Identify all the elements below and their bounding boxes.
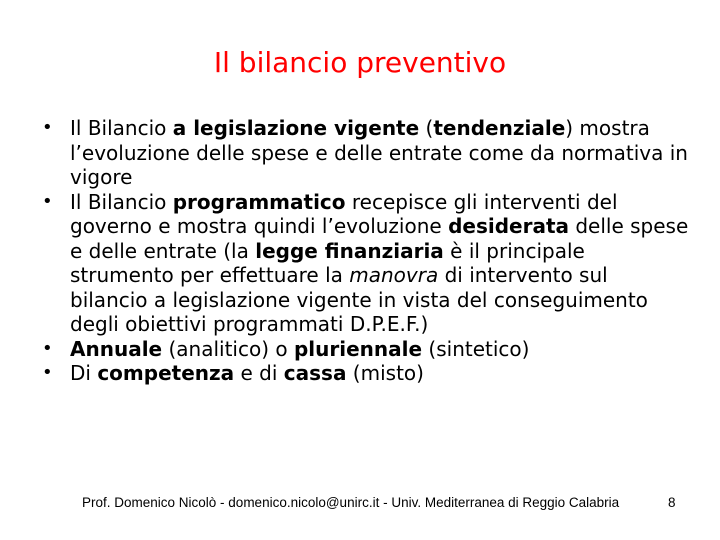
bullet-dot-icon: • xyxy=(42,117,53,138)
footer-credits: Prof. Domenico Nicolò - domenico.nicolo@unirc.it - Univ. Mediterranea di Reggio Calabria xyxy=(82,495,620,510)
bullet-text-segment: (analitico) o xyxy=(162,336,294,361)
bullet-list xyxy=(40,116,690,386)
bullet-text-segment: a legislazione vigente xyxy=(172,116,420,140)
bullet-text-segment: pluriennale xyxy=(293,336,423,361)
bullet-text-segment: competenza xyxy=(97,361,235,385)
bullet-text-segment: recepisce gli interventi del governo e mostra quindi l’evoluzione xyxy=(70,189,618,238)
bullet-text-segment: desiderata xyxy=(448,214,569,238)
bullet-dot-icon: • xyxy=(42,362,53,383)
bullet-text-segment: ( xyxy=(419,116,434,140)
page-number: 8 xyxy=(668,495,676,510)
bullet-text-segment: Annuale xyxy=(70,336,163,361)
bullet-text-segment: cassa xyxy=(283,361,347,385)
bullet-text-segment: di intervento sul bilancio a legislazione vigente in vista del conseguimento degli obiettivi programmati D.P.E.F.) xyxy=(70,263,648,336)
bullet-item xyxy=(40,116,690,190)
bullet-text-segment: legge finanziaria xyxy=(255,238,444,263)
bullet-dot-icon: • xyxy=(42,337,53,359)
bullet-text-segment: delle spese e delle entrate (la xyxy=(70,214,689,263)
bullet-text-segment: Il Bilancio xyxy=(70,189,173,214)
bullet-text-segment: (misto) xyxy=(346,361,424,385)
bullet-text-segment: tendenziale xyxy=(433,116,566,140)
bullet-text-segment: (sintetico) xyxy=(422,336,530,361)
bullet-text-segment: programmatico xyxy=(172,189,346,214)
bullet-item xyxy=(40,190,690,337)
bullet-text-segment: è il principale strumento per effettuare la xyxy=(70,238,585,287)
bullet-item xyxy=(40,337,690,362)
bullet-text-segment: Di xyxy=(70,361,98,385)
bullet-text-segment: Il Bilancio xyxy=(70,116,173,140)
bullet-text-segment: e di xyxy=(234,361,284,385)
bullet-dot-icon: • xyxy=(42,190,53,212)
bullet-text-segment: ) mostra l’evoluzione delle spese e delle entrate come da normativa in vigore xyxy=(70,116,688,189)
slide-title: Il bilancio preventivo xyxy=(213,46,507,79)
bullet-text-segment: manovra xyxy=(349,263,439,287)
bullet-item xyxy=(40,361,690,386)
